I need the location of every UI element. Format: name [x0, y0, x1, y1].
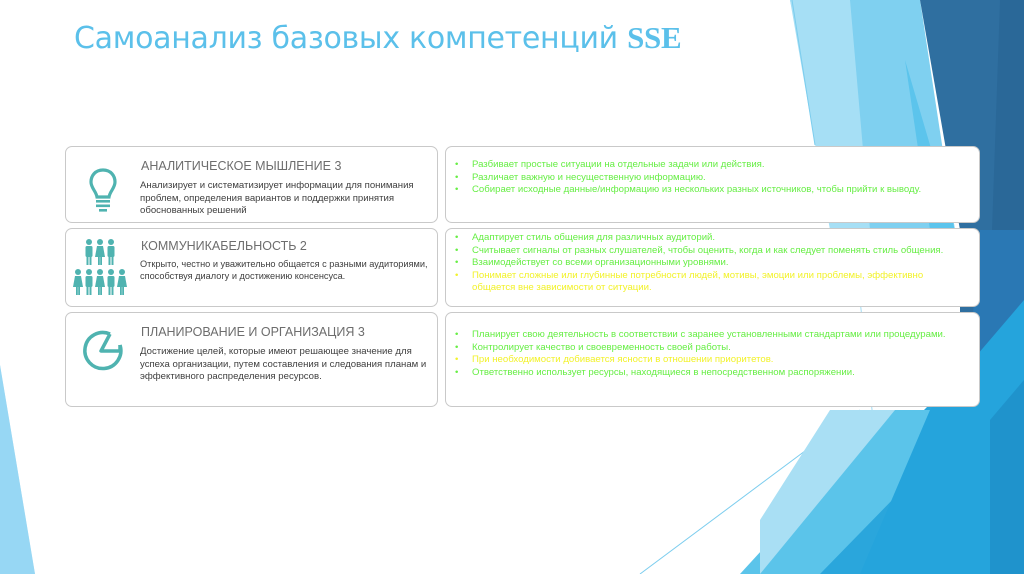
behavior-item: • Контролирует качество и своевременность своей работы.	[472, 342, 969, 355]
behavior-item: • При необходимости добивается ясности в отношении приоритетов.	[472, 354, 969, 367]
behavior-item: • Ответственно использует ресурсы, находящиеся в непосредственном распоряжении.	[472, 367, 969, 380]
behavior-item: • Разбивает простые ситуации на отдельные задачи или действия.	[472, 159, 969, 172]
behavior-item: • Планирует свою деятельность в соответствии с заранее установленными стандартами или процедурами.	[472, 329, 969, 342]
behavior-item: • Различает важную и несущественную информацию.	[472, 172, 969, 185]
behavior-item: • Собирает исходные данные/информацию из нескольких разных источников, чтобы прийти к выводу.	[472, 184, 969, 197]
competency-card-analytical	[65, 146, 438, 223]
behavior-list	[446, 329, 969, 379]
behavior-item: • Считывает сигналы от разных слушателей, чтобы оценить, когда и как следует поменять стиль общения.	[472, 245, 969, 258]
behaviors-card-communication	[445, 228, 980, 307]
behaviors-card-planning	[445, 312, 980, 407]
competency-description: Анализирует и систематизирует информации для понимания проблем, определения вариантов и поддержки принятия обоснованных решений	[140, 180, 414, 217]
brand-sse: SSE	[627, 20, 682, 55]
pie-chart-icon	[80, 327, 128, 375]
competency-title: КОММУНИКАБЕЛЬНОСТЬ 2	[141, 239, 307, 253]
behavior-item: • Взаимодействует со всеми организационными уровнями.	[472, 257, 969, 270]
competency-card-communication	[65, 228, 438, 307]
behavior-item: • Понимает сложные или глубинные потребности людей, мотивы, эмоции или проблемы, эффективно общается вне зависимости от ситуации.	[472, 270, 969, 295]
competency-card-planning	[65, 312, 438, 407]
people-group-icon	[72, 239, 134, 299]
competency-title: АНАЛИТИЧЕСКОЕ МЫШЛЕНИЕ 3	[141, 159, 342, 173]
behavior-list	[446, 232, 969, 295]
competency-description: Достижение целей, которые имеют решающее значение для успеха организации, путем составления и следования планам и эффективного распределения ресурсов.	[140, 346, 427, 383]
competency-description: Открыто, честно и уважительно общается с разными аудиториями, способствуя диалогу и достижению консенсуса.	[140, 259, 428, 281]
lightbulb-icon	[88, 167, 118, 213]
behavior-item: • Адаптирует стиль общения для различных аудиторий.	[472, 232, 969, 245]
behaviors-card-analytical	[445, 146, 980, 223]
title-text: Самоанализ базовых компетенций	[74, 21, 628, 56]
behavior-list	[446, 159, 969, 197]
competency-title: ПЛАНИРОВАНИЕ И ОРГАНИЗАЦИЯ 3	[141, 325, 365, 339]
page-title	[74, 20, 681, 56]
